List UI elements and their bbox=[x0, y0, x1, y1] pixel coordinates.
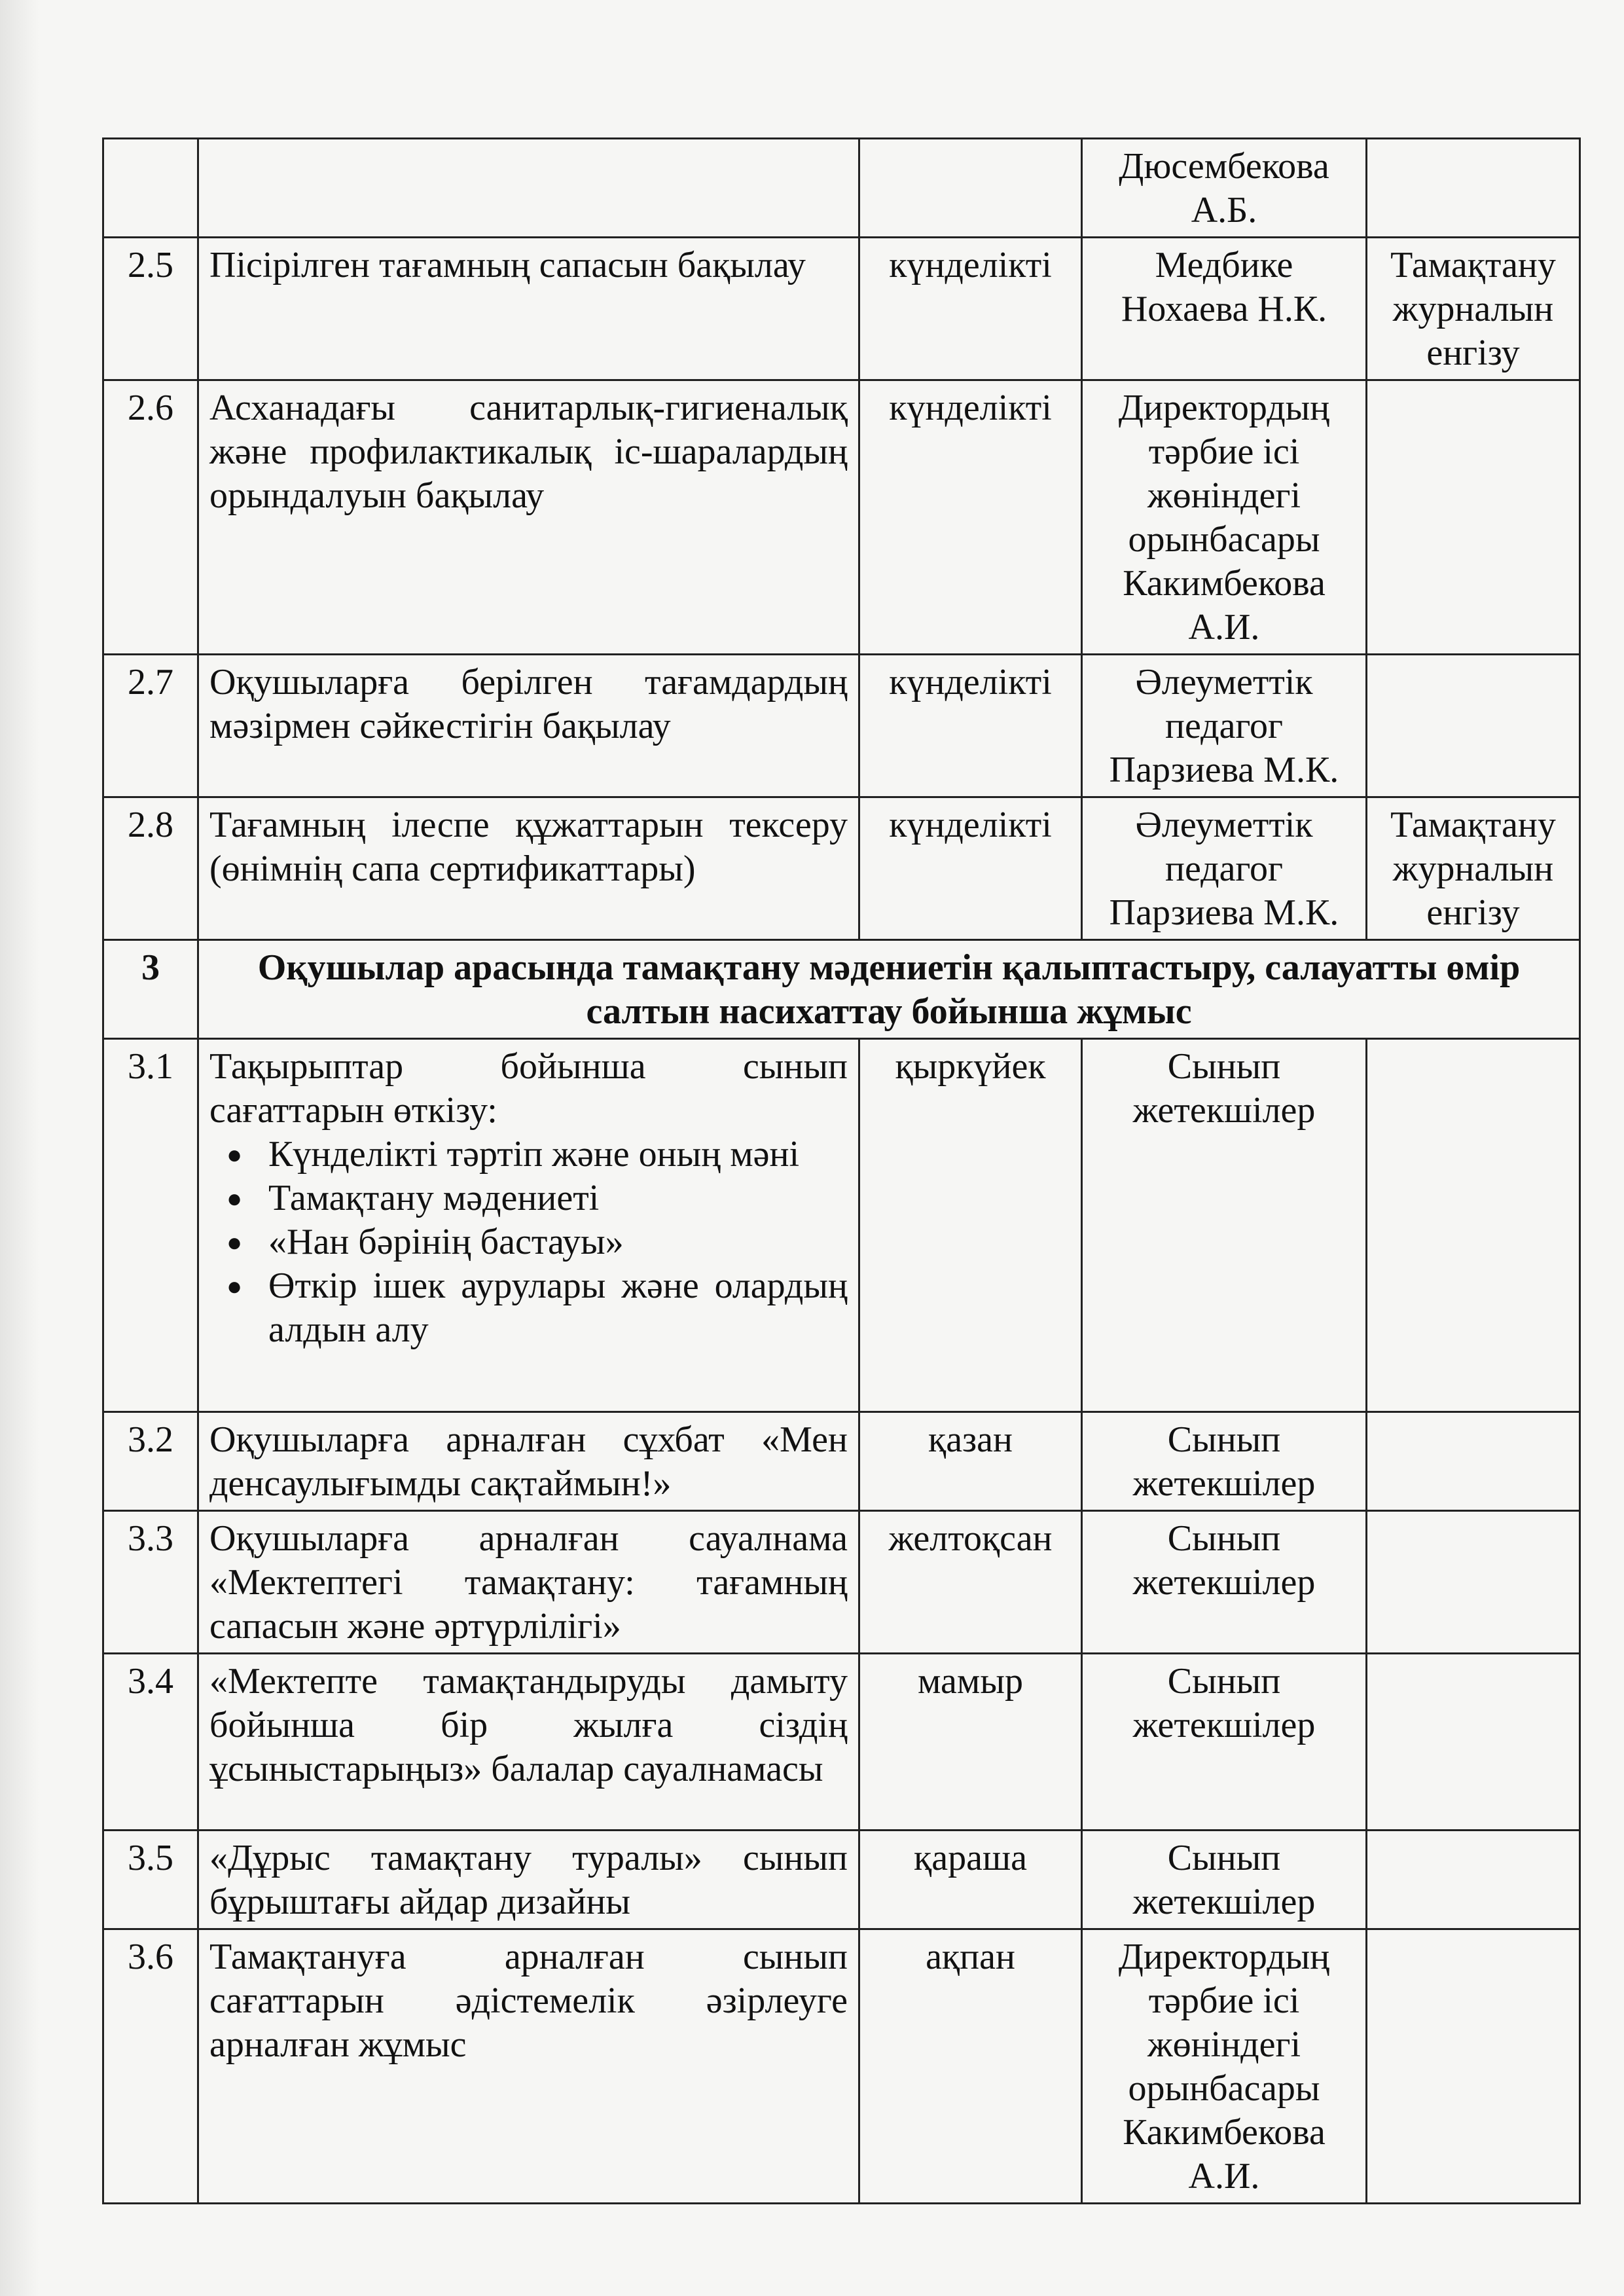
scan-page-edge bbox=[0, 0, 39, 2296]
cell-term: күнделікті bbox=[859, 380, 1082, 655]
cell-task: Оқушыларға берілген тағамдардың мәзірмен сәйкестігін бақылау bbox=[198, 655, 859, 797]
cell-report bbox=[1367, 1929, 1580, 2204]
list-item: ● Өткір ішек аурулары және олардың алдын алу bbox=[226, 1266, 848, 1350]
table-row-3-1 bbox=[103, 1039, 1580, 1412]
table-row-3-3 bbox=[103, 1511, 1580, 1654]
task-intro: Тақырыптар бойынша сынып сағаттарын өткізу: bbox=[209, 1046, 848, 1131]
table-row-3-5 bbox=[103, 1831, 1580, 1929]
cell-term bbox=[859, 139, 1082, 238]
cell-report bbox=[1367, 139, 1580, 238]
cell-term: желтоқсан bbox=[859, 1511, 1082, 1654]
cell-responsible: Сынып жетекшілер bbox=[1082, 1412, 1367, 1511]
cell-term: қыркүйек bbox=[859, 1039, 1082, 1412]
table-row-2-5 bbox=[103, 238, 1580, 380]
topic-list bbox=[209, 1133, 848, 1352]
table-row-2-6 bbox=[103, 380, 1580, 655]
cell-task: Оқушыларға арналған сауалнама «Мектептегі тамақтану: тағамның сапасын және әртүрлілігі» bbox=[198, 1511, 859, 1654]
bullet-icon: ● bbox=[226, 1184, 243, 1213]
cell-responsible: Сынып жетекшілер bbox=[1082, 1831, 1367, 1929]
table-row-3-2 bbox=[103, 1412, 1580, 1511]
cell-term: қазан bbox=[859, 1412, 1082, 1511]
cell-report bbox=[1367, 380, 1580, 655]
cell-responsible: Медбике Нохаева Н.К. bbox=[1082, 238, 1367, 380]
cell-task: Тағамның ілеспе құжаттарын тексеру (өнімнің сапа сертификаттары) bbox=[198, 797, 859, 940]
table-row-continued bbox=[103, 139, 1580, 238]
bullet-icon: ● bbox=[226, 1140, 243, 1169]
cell-report bbox=[1367, 1831, 1580, 1929]
cell-term: ақпан bbox=[859, 1929, 1082, 2204]
table-row-3-4 bbox=[103, 1654, 1580, 1831]
cell-task: «Мектепте тамақтандыруды дамыту бойынша бір жылға сіздің ұсыныстарыңыз» балалар сауалнамасы bbox=[198, 1654, 859, 1831]
bullet-icon: ● bbox=[226, 1271, 243, 1301]
list-item: ● «Нан бәрінің бастауы» bbox=[268, 1220, 848, 1264]
bullet-icon: ● bbox=[226, 1228, 243, 1257]
section-num: 3 bbox=[103, 940, 198, 1039]
cell-report bbox=[1367, 1511, 1580, 1654]
cell-responsible: Сынып жетекшілер bbox=[1082, 1511, 1367, 1654]
cell-report bbox=[1367, 1412, 1580, 1511]
cell-task: Тамақтануға арналған сынып сағаттарын әдістемелік әзірлеуге арналған жұмыс bbox=[198, 1929, 859, 2204]
cell-task bbox=[198, 139, 859, 238]
section-title: Оқушылар арасында тамақтану мәдениетін қалыптастыру, салауатты өмір салтын насихаттау бойынша жұмыс bbox=[198, 940, 1580, 1039]
cell-num: 3.1 bbox=[103, 1039, 198, 1412]
cell-term: қараша bbox=[859, 1831, 1082, 1929]
cell-num: 2.8 bbox=[103, 797, 198, 940]
section-header-3 bbox=[103, 940, 1580, 1039]
table-row-2-7 bbox=[103, 655, 1580, 797]
cell-report bbox=[1367, 1039, 1580, 1412]
list-item: ● Тамақтану мәдениеті bbox=[268, 1176, 848, 1220]
cell-responsible: Дюсембекова А.Б. bbox=[1082, 139, 1367, 238]
cell-report: Тамақтану журналын енгізу bbox=[1367, 797, 1580, 940]
cell-num: 2.6 bbox=[103, 380, 198, 655]
cell-term: күнделікті bbox=[859, 797, 1082, 940]
table-row-2-8 bbox=[103, 797, 1580, 940]
cell-responsible: Әлеуметтік педагог Парзиева М.К. bbox=[1082, 655, 1367, 797]
cell-task: Оқушыларға арналған сұхбат «Мен денсаулығымды сақтаймын!» bbox=[198, 1412, 859, 1511]
cell-report: Тамақтану журналын енгізу bbox=[1367, 238, 1580, 380]
cell-responsible: Директордың тәрбие ісі жөніндегі орынбасары Какимбекова А.И. bbox=[1082, 380, 1367, 655]
cell-num bbox=[103, 139, 198, 238]
cell-responsible: Сынып жетекшілер bbox=[1082, 1039, 1367, 1412]
cell-term: күнделікті bbox=[859, 238, 1082, 380]
cell-num: 3.3 bbox=[103, 1511, 198, 1654]
nutrition-plan-table bbox=[102, 137, 1581, 2204]
cell-num: 2.7 bbox=[103, 655, 198, 797]
cell-task: Пісірілген тағамның сапасын бақылау bbox=[198, 238, 859, 380]
cell-report bbox=[1367, 655, 1580, 797]
table-row-3-6 bbox=[103, 1929, 1580, 2204]
cell-num: 3.2 bbox=[103, 1412, 198, 1511]
cell-task: «Дұрыс тамақтану туралы» сынып бұрыштағы айдар дизайны bbox=[198, 1831, 859, 1929]
cell-num: 3.4 bbox=[103, 1654, 198, 1831]
cell-term: күнделікті bbox=[859, 655, 1082, 797]
cell-responsible: Директордың тәрбие ісі жөніндегі орынбасары Какимбекова А.И. bbox=[1082, 1929, 1367, 2204]
cell-term: мамыр bbox=[859, 1654, 1082, 1831]
list-item: ● Күнделікті тәртіп және оның мәні bbox=[268, 1133, 848, 1176]
cell-num: 3.6 bbox=[103, 1929, 198, 2204]
cell-num: 3.5 bbox=[103, 1831, 198, 1929]
cell-task bbox=[198, 1039, 859, 1412]
cell-report bbox=[1367, 1654, 1580, 1831]
cell-num: 2.5 bbox=[103, 238, 198, 380]
cell-responsible: Әлеуметтік педагог Парзиева М.К. bbox=[1082, 797, 1367, 940]
cell-task: Асханадағы санитарлық-гигиеналық және профилактикалық іс-шаралардың орындалуын бақылау bbox=[198, 380, 859, 655]
cell-responsible: Сынып жетекшілер bbox=[1082, 1654, 1367, 1831]
